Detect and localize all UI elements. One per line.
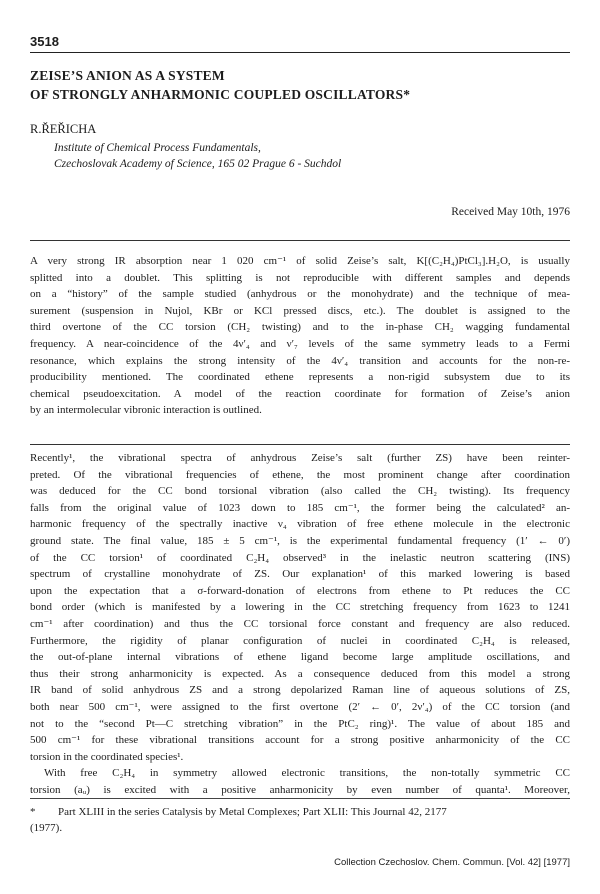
body-line: preted. Of the vibrational frequencies of ethene, the most prominent change after coordination: [30, 468, 570, 481]
body-line: With free C₂H₄ in symmetry allowed electronic transitions, the non-totally symmetric CC: [44, 767, 570, 780]
title-line: ZEISE’S ANION AS A SYSTEM: [30, 68, 225, 83]
header-rule: [30, 52, 570, 53]
body-line: ground state. The final value, 185 ± 5 cm⁻¹, is the experimental fundamental frequency (1′ ← 0′): [30, 534, 570, 547]
body-line: bond order (which is manifested by a lowering in the CC stretching frequency from 1623 to 1241: [30, 601, 570, 614]
affiliation-line: Czechoslovak Academy of Science, 165 02 Prague 6 - Suchdol: [54, 158, 342, 170]
body-line: cm⁻¹ after coordination) and thus the CC torsional force constant and frequency are also reduced.: [30, 617, 570, 630]
footnote-rule: [30, 798, 570, 799]
article-body: [30, 450, 570, 798]
abstract-line: splitted into a doublet. This splitting is not reproducible with different samples and depends: [30, 271, 570, 284]
abstract-line: frequency. A near-coincidence of the 4ν′₄ and ν′₇ levels of the same symmetry leads to a Fermi: [30, 337, 570, 350]
abstract-top-rule: [30, 240, 570, 241]
body-line: torsion (aᵤ) is excited with a positive anharmonicity by even number of quanta¹. Moreover,: [30, 783, 570, 796]
body-line: 500 cm⁻¹ for these vibrational transitions account for a strong positive anharmonicity of the CC: [30, 734, 570, 747]
abstract: [30, 253, 570, 419]
abstract-line: producibility mentioned. The coordinated ethene represents a non-rigid subsystem due to its: [30, 371, 570, 384]
body-line: falls from the original value of 1023 down to 185 cm⁻¹, the former being the calculated² an-: [30, 501, 570, 514]
body-line: Recently¹, the vibrational spectra of anhydrous Zeise’s salt (further ZS) have been reinter-: [30, 452, 570, 464]
body-line: both near 500 cm⁻¹, were assigned to the first overtone (2′ ← 0′, 2ν′₄) of the CC torsion (and: [30, 700, 570, 713]
body-line: not to the “second Pt—C stretching vibration” in the PtC₂ ring)¹. The value of about 185 and: [30, 717, 570, 730]
footnote-text: Part XLIII in the series Catalysis by Metal Complexes; Part XLII: This Journal 42, 2177: [58, 806, 447, 818]
body-line: Furthermore, the rigidity of planar configuration of nuclei in coordinated C₂H₄ is released,: [30, 634, 570, 647]
body-line: of the CC torsion¹ of coordinated C₂H₄ observed³ in the inelastic neutron scattering (INS): [30, 551, 570, 564]
abstract-line: chemical pseudoexcitation. A model of the reaction coordinate for formation of Zeise’s anion: [30, 387, 570, 400]
author-name: R.ŘEŘICHA: [30, 122, 97, 136]
body-line: torsion in the coordinated species¹.: [30, 750, 184, 763]
abstract-line: third overtone of the CC torsion (CH₂ twisting) and to the in-phase CH₂ wagging fundamental: [30, 321, 570, 334]
author-affiliation: [54, 140, 574, 172]
journal-reference: Collection Czechoslov. Chem. Commun. [Vol. 42] [1977]: [334, 857, 570, 868]
footnote-line: [30, 804, 570, 820]
body-line: harmonic frequency of the spectrally inactive ν₄ vibration of free ethene molecule in the electronic: [30, 518, 570, 531]
article-title: [30, 66, 570, 104]
body-line: thus their strong anharmonicity is expected. As a consequence deduced from this model a strong: [30, 667, 570, 680]
body-line: upon the expectation that a σ-forward-donation of electrons from ethene to Pt reduces the CC: [30, 584, 570, 597]
abstract-line: resonance, which explains the strong intensity of the 4ν′₄ transition and accounts for the non-re-: [30, 354, 570, 367]
abstract-line: on a “history” of the sample studied (anhydrous or the monohydrate) and the technique of mea-: [30, 288, 570, 301]
abstract-bottom-rule: [30, 444, 570, 445]
received-date: Received May 10th, 1976: [451, 206, 570, 218]
footnote-mark: *: [30, 806, 36, 818]
abstract-line: A very strong IR absorption near 1 020 cm⁻¹ of solid Zeise’s salt, K[(C₂H₄)PtCl₃].H₂O, is usually: [30, 255, 570, 267]
footnote: [30, 804, 570, 836]
page-number: 3518: [30, 34, 59, 49]
title-line: OF STRONGLY ANHARMONIC COUPLED OSCILLATORS*: [30, 87, 411, 102]
body-line: the out-of-plane internal vibrations of ethene ligand become large amplitude oscillations, and: [30, 651, 570, 664]
body-line: was deduced for the CC bond torsional vibration (also called the CH₂ twisting). Its frequency: [30, 485, 570, 498]
abstract-line: by an intermolecular vibronic interaction is outlined.: [30, 404, 262, 417]
body-line: IR band of solid anhydrous ZS and a strong depolarized Raman line of aqueous solutions of ZS,: [30, 684, 570, 697]
footnote-line: (1977).: [30, 822, 63, 834]
body-line: spectrum of crystalline monohydrate of ZS. Our explanation¹ of this marked lowering is based: [30, 568, 570, 581]
abstract-line: surement (suspension in Nujol, KBr or KCl pressed discs, etc.). The doublet is assigned to the: [30, 304, 570, 317]
affiliation-line: Institute of Chemical Process Fundamentals,: [54, 142, 261, 154]
